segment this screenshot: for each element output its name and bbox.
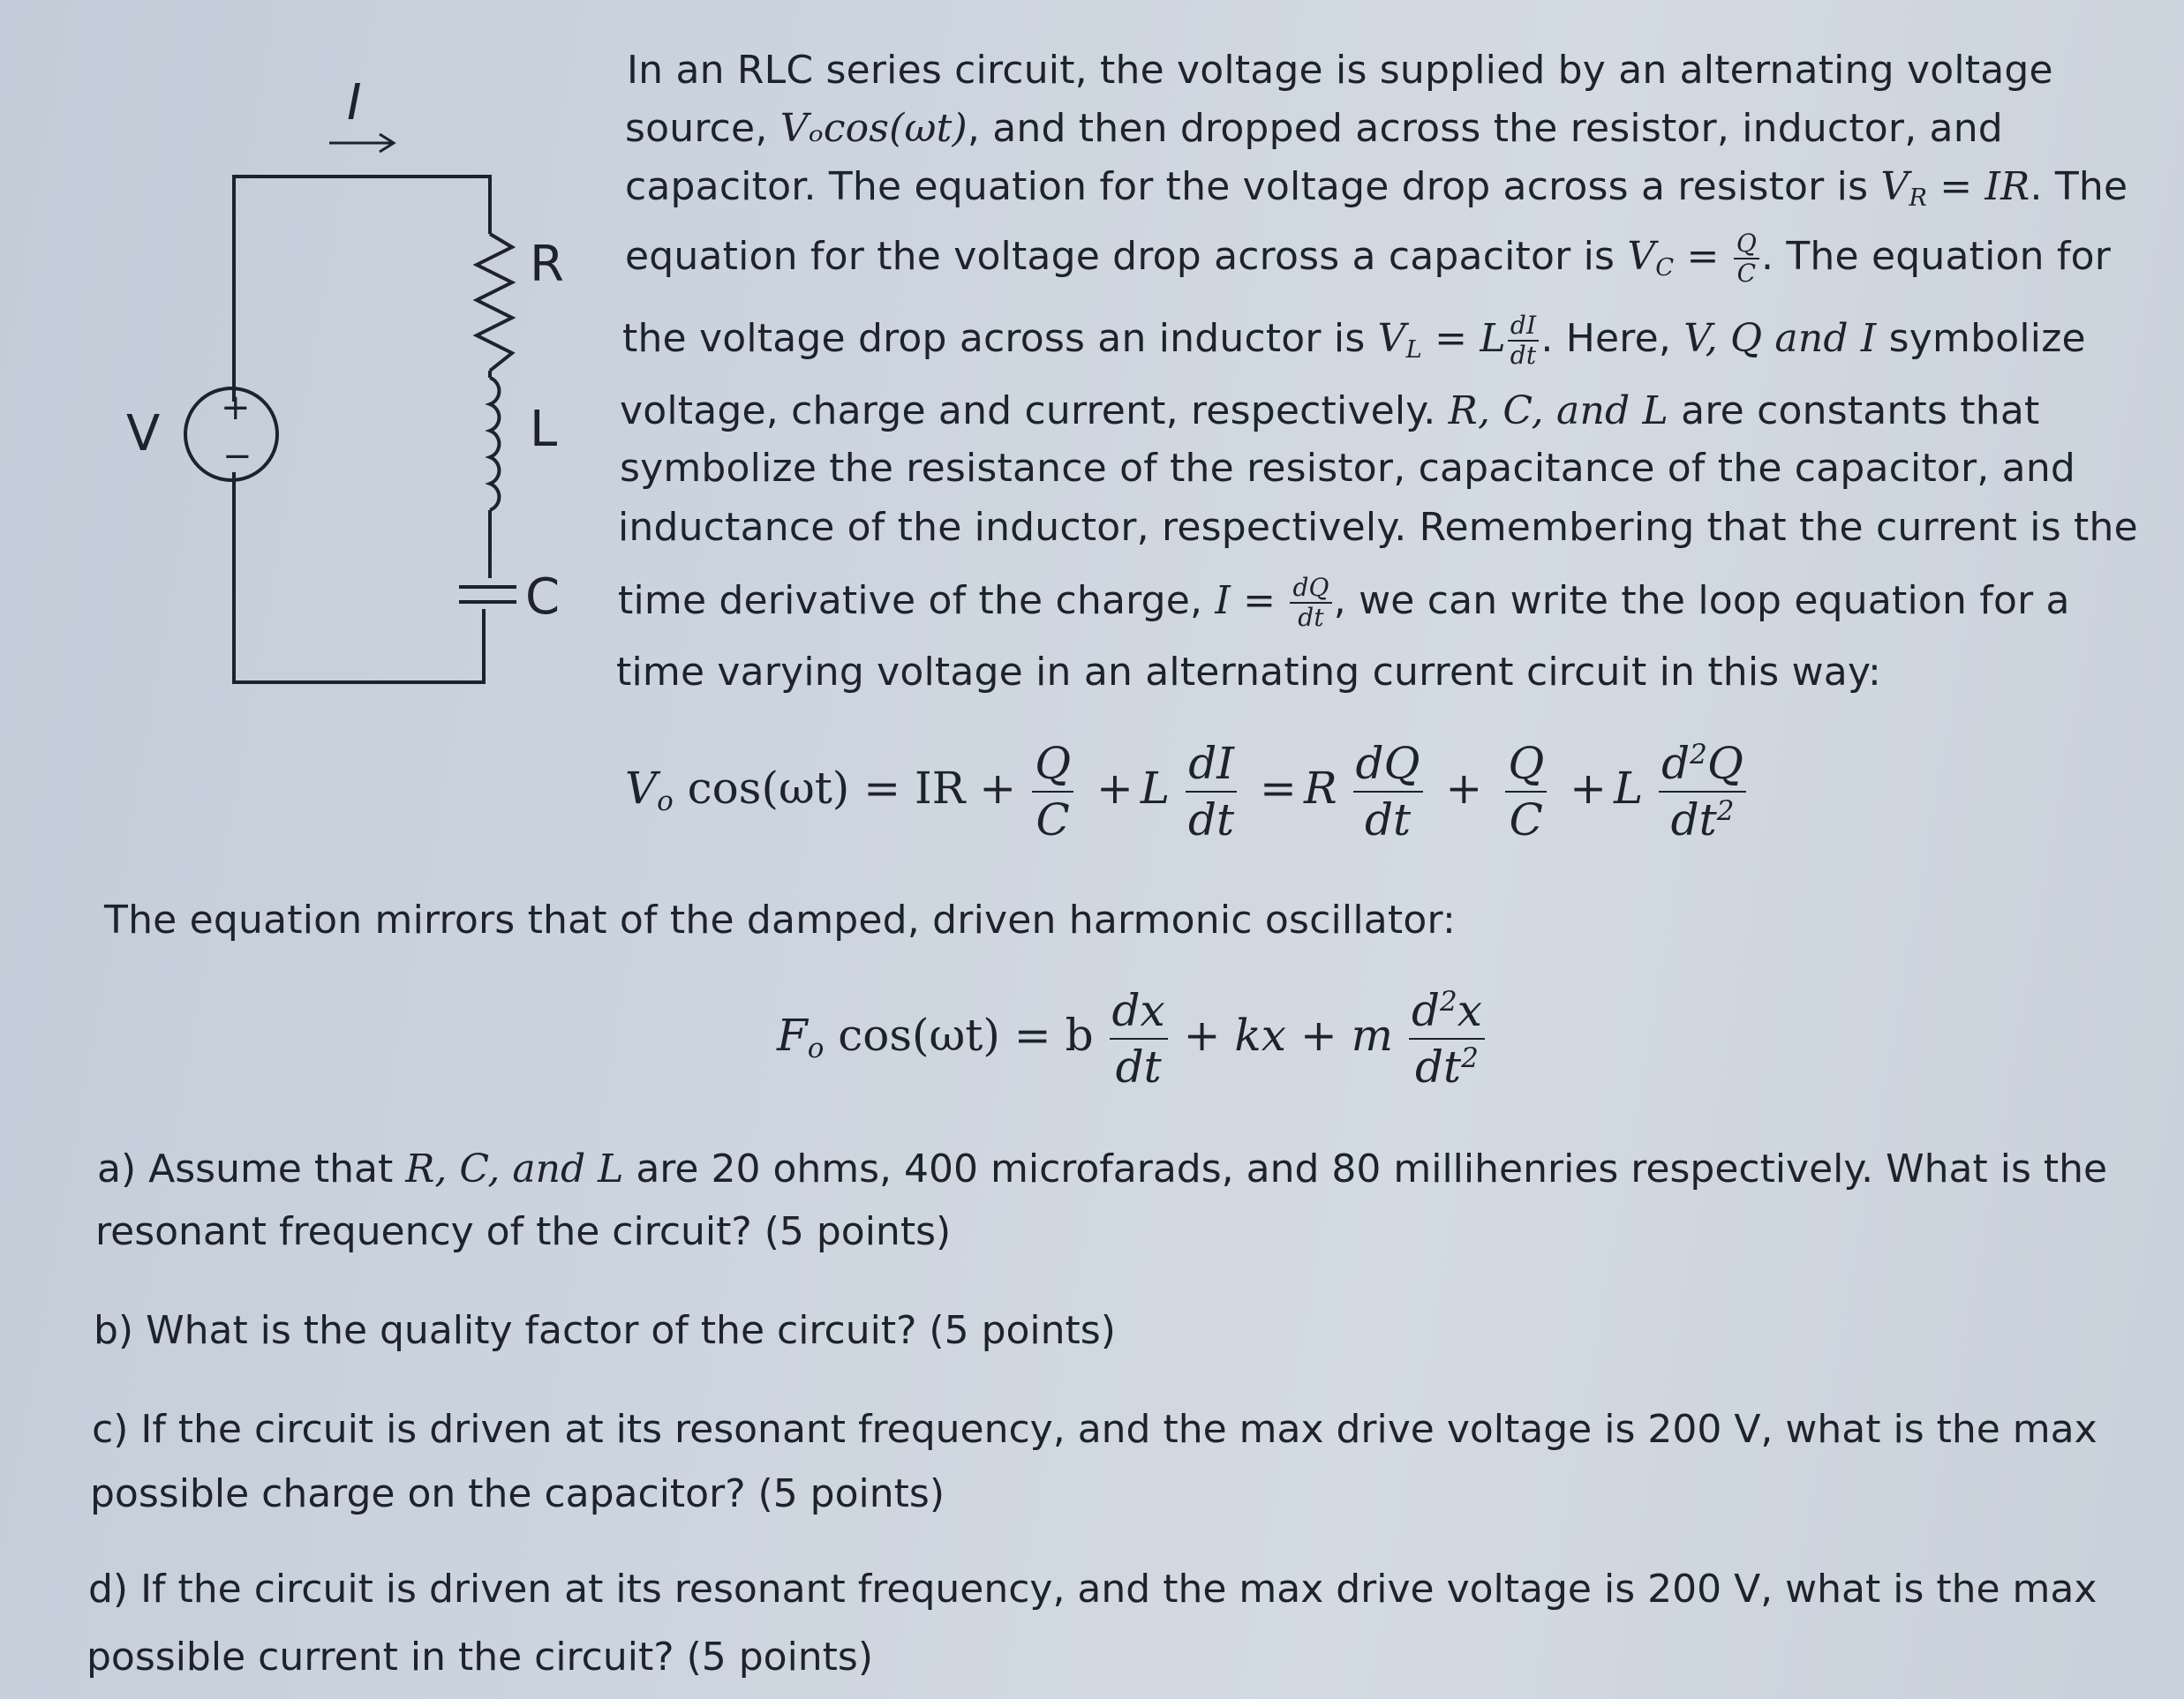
capacitor-icon — [459, 587, 516, 602]
circuit-wires — [234, 177, 490, 682]
intro-line-8: inductance of the inductor, respectively. Remembering that the current is the — [618, 505, 2138, 550]
dq-over-dt-fraction: $\frac{dQ}{dt}$ — [1290, 575, 1331, 630]
resistor-icon — [477, 234, 512, 371]
eq-d2x-over-dt2: $\frac{d^2x}{dt^2}$ — [1409, 989, 1485, 1089]
eq-q-over-c-2: $\frac{Q}{C}$ — [1505, 741, 1547, 842]
question-d-line-1: d) If the circuit is driven at its resonant frequency, and the max drive voltage is 200 V, what is the max — [88, 1567, 2097, 1612]
eq-q-over-c: $\frac{Q}{C}$ — [1032, 741, 1073, 842]
vl-symbol: $V_L = L$ — [1377, 316, 1506, 364]
resistor-label: R — [530, 236, 564, 293]
source-expression: Vₒcos(ωt) — [779, 106, 968, 151]
inductor-label: L — [530, 401, 558, 458]
intro-line-1: In an RLC series circuit, the voltage is supplied by an alternating voltage — [627, 48, 2053, 93]
question-d-line-2: possible current in the circuit? (5 points) — [87, 1635, 874, 1680]
question-c-line-2: possible charge on the capacitor? (5 points) — [90, 1471, 945, 1516]
intro-line-2: source, Vₒcos(ωt), and then dropped across the resistor, inductor, and — [625, 106, 2003, 151]
intro-line-7: symbolize the resistance of the resistor, capacitance of the capacitor, and — [620, 446, 2076, 491]
q-over-c-fraction: $\frac{Q}{C}$ — [1734, 231, 1759, 286]
question-a-line-1: a) Assume that R, C, and L are 20 ohms, 400 microfarads, and 80 millihenries respectively. What is the — [97, 1146, 2108, 1192]
question-a-line-2: resonant frequency of the circuit? (5 points) — [95, 1209, 952, 1254]
eq-di-over-dt: $\frac{dI}{dt}$ — [1186, 741, 1237, 842]
capacitor-label: C — [525, 568, 561, 626]
intro-line-6: voltage, charge and current, respectively. R, C, and L are constants that — [620, 388, 2040, 433]
current-label: I — [347, 74, 362, 132]
intro-line-9: time derivative of the charge, I = $\frac{dQ}{dt}$ , we can write the loop equation for a — [618, 573, 2070, 632]
question-c-line-1: c) If the circuit is driven at its resonant frequency, and the max drive voltage is 200 V, what is the max — [92, 1407, 2097, 1452]
intro-line-10: time varying voltage in an alternating current circuit in this way: — [616, 650, 1882, 695]
intro-line-3: capacitor. The equation for the voltage drop across a resistor is $V_R$ = IR. The — [625, 164, 2128, 212]
inductor-icon — [490, 371, 499, 530]
question-b: b) What is the quality factor of the circuit? (5 points) — [94, 1308, 1116, 1353]
eq-d2q-over-dt2: $\frac{d^2Q}{dt^2}$ — [1659, 741, 1746, 842]
intro-line-5: the voltage drop across an inductor is $V_L = L$ $\frac{dI}{dt}$ . Here, V, Q and I symbolize — [622, 311, 2086, 370]
rlc-circuit-diagram — [0, 0, 618, 706]
mirror-statement: The equation mirrors that of the damped, driven harmonic oscillator: — [104, 898, 1457, 943]
source-label: V — [126, 405, 161, 462]
vc-symbol: $V_C$ = — [1627, 234, 1732, 282]
vr-symbol: $V_R$ = IR — [1880, 164, 2030, 212]
oscillator-equation: $F_o$ cos(ωt) = b $\frac{dx}{dt}$ + kx + m $\frac{d^2x}{dt^2}$ — [777, 989, 1487, 1089]
di-over-dt-fraction: $\frac{dI}{dt}$ — [1508, 313, 1540, 368]
source-plus: + — [221, 387, 251, 428]
rlc-loop-equation: $V_o$ cos(ωt) = IR + $\frac{Q}{C}$ + L $\frac{dI}{dt}$ = R $\frac{dQ}{dt}$ + $\frac{Q}{C}$ + L $\frac{d^2Q}{dt^2}$ — [625, 741, 1748, 842]
eq-dq-over-dt: $\frac{dQ}{dt}$ — [1353, 741, 1423, 842]
intro-line-4: equation for the voltage drop across a capacitor is $V_C$ = $\frac{Q}{C}$ . The equation for — [625, 229, 2111, 288]
current-arrow-icon — [329, 134, 394, 152]
source-minus: − — [222, 436, 252, 477]
eq-dx-over-dt: $\frac{dx}{dt}$ — [1110, 989, 1168, 1089]
